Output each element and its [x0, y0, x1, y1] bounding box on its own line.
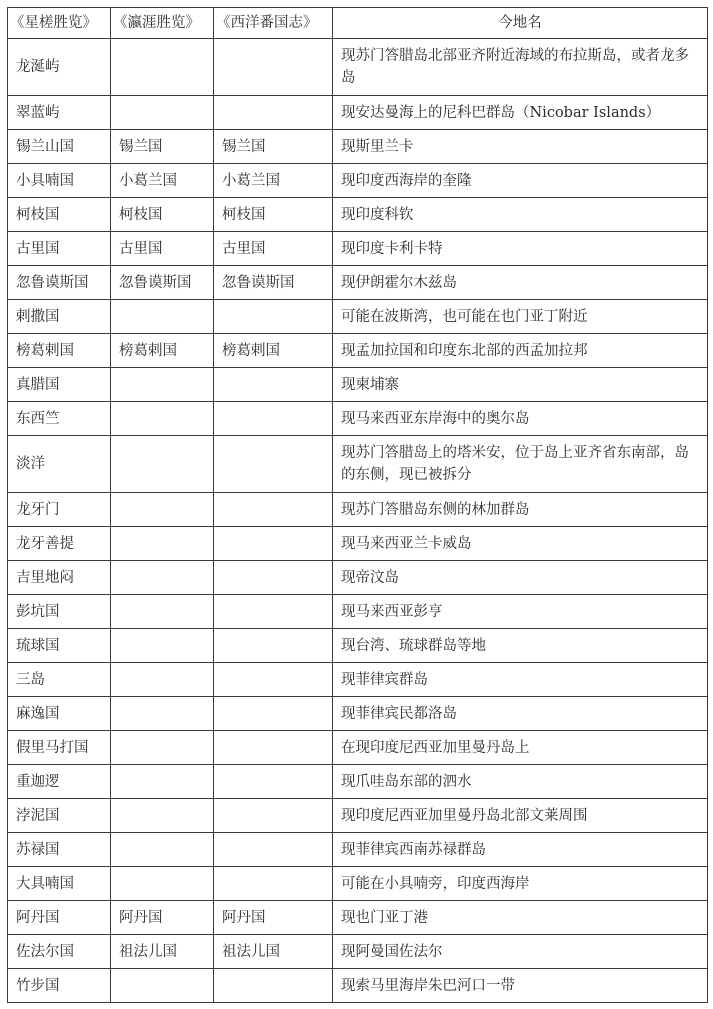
cell-yingya-shenglan — [111, 867, 214, 901]
cell-xingcha-shenglan: 佐法尔国 — [8, 935, 111, 969]
cell-xiyang-fanguo-zhi — [214, 799, 333, 833]
table-row — [8, 266, 708, 300]
cell-modern-name: 现帝汶岛 — [333, 561, 708, 595]
cell-modern-name: 现安达曼海上的尼科巴群岛（Nicobar Islands） — [333, 96, 708, 130]
table-row — [8, 334, 708, 368]
cell-xiyang-fanguo-zhi — [214, 39, 333, 96]
cell-xiyang-fanguo-zhi: 忽鲁谟斯国 — [214, 266, 333, 300]
cell-xiyang-fanguo-zhi — [214, 96, 333, 130]
cell-yingya-shenglan — [111, 39, 214, 96]
table-row — [8, 232, 708, 266]
cell-modern-name: 现印度尼西亚加里曼丹岛北部文莱周围 — [333, 799, 708, 833]
cell-modern-name: 现爪哇岛东部的泗水 — [333, 765, 708, 799]
cell-yingya-shenglan: 祖法儿国 — [111, 935, 214, 969]
cell-modern-name: 现斯里兰卡 — [333, 130, 708, 164]
cell-xingcha-shenglan: 三岛 — [8, 663, 111, 697]
table-row — [8, 96, 708, 130]
cell-xiyang-fanguo-zhi: 古里国 — [214, 232, 333, 266]
cell-xingcha-shenglan: 彭坑国 — [8, 595, 111, 629]
table-row — [8, 935, 708, 969]
cell-xingcha-shenglan: 柯枝国 — [8, 198, 111, 232]
cell-xiyang-fanguo-zhi — [214, 300, 333, 334]
table-row — [8, 663, 708, 697]
cell-xiyang-fanguo-zhi — [214, 368, 333, 402]
cell-xiyang-fanguo-zhi — [214, 493, 333, 527]
table-row — [8, 402, 708, 436]
table-row — [8, 731, 708, 765]
cell-xingcha-shenglan: 龙牙门 — [8, 493, 111, 527]
cell-xingcha-shenglan: 东西竺 — [8, 402, 111, 436]
cell-xingcha-shenglan: 翠蓝屿 — [8, 96, 111, 130]
cell-modern-name: 现菲律宾群岛 — [333, 663, 708, 697]
table-row — [8, 561, 708, 595]
cell-yingya-shenglan — [111, 436, 214, 493]
cell-yingya-shenglan — [111, 731, 214, 765]
cell-yingya-shenglan — [111, 833, 214, 867]
cell-modern-name: 现印度卡利卡特 — [333, 232, 708, 266]
cell-yingya-shenglan — [111, 300, 214, 334]
cell-xingcha-shenglan: 真腊国 — [8, 368, 111, 402]
table-row — [8, 595, 708, 629]
cell-xiyang-fanguo-zhi — [214, 731, 333, 765]
table-row — [8, 765, 708, 799]
cell-xingcha-shenglan: 假里马打国 — [8, 731, 111, 765]
cell-xingcha-shenglan: 古里国 — [8, 232, 111, 266]
cell-xiyang-fanguo-zhi: 小葛兰国 — [214, 164, 333, 198]
header-xingcha-shenglan: 《星槎胜览》 — [8, 8, 111, 39]
cell-xingcha-shenglan: 吉里地闷 — [8, 561, 111, 595]
cell-xiyang-fanguo-zhi — [214, 436, 333, 493]
cell-yingya-shenglan: 忽鲁谟斯国 — [111, 266, 214, 300]
cell-xingcha-shenglan: 重迦逻 — [8, 765, 111, 799]
cell-xiyang-fanguo-zhi — [214, 629, 333, 663]
cell-xiyang-fanguo-zhi — [214, 663, 333, 697]
cell-xiyang-fanguo-zhi — [214, 527, 333, 561]
cell-xingcha-shenglan: 苏禄国 — [8, 833, 111, 867]
cell-yingya-shenglan — [111, 561, 214, 595]
cell-modern-name: 现柬埔寨 — [333, 368, 708, 402]
cell-xiyang-fanguo-zhi: 锡兰国 — [214, 130, 333, 164]
cell-yingya-shenglan — [111, 595, 214, 629]
cell-xiyang-fanguo-zhi — [214, 867, 333, 901]
header-modern-name: 今地名 — [333, 8, 708, 39]
cell-yingya-shenglan — [111, 765, 214, 799]
table-row — [8, 901, 708, 935]
table-header-row — [8, 8, 708, 39]
table-row — [8, 39, 708, 96]
cell-xingcha-shenglan: 忽鲁谟斯国 — [8, 266, 111, 300]
table-row — [8, 867, 708, 901]
cell-xingcha-shenglan: 浡泥国 — [8, 799, 111, 833]
cell-xiyang-fanguo-zhi — [214, 969, 333, 1003]
cell-modern-name: 现印度科钦 — [333, 198, 708, 232]
cell-yingya-shenglan — [111, 629, 214, 663]
cell-xiyang-fanguo-zhi — [214, 833, 333, 867]
table-row — [8, 629, 708, 663]
cell-xingcha-shenglan: 琉球国 — [8, 629, 111, 663]
header-xiyang-fanguo-zhi: 《西洋番国志》 — [214, 8, 333, 39]
cell-modern-name: 可能在波斯湾，也可能在也门亚丁附近 — [333, 300, 708, 334]
cell-yingya-shenglan — [111, 969, 214, 1003]
cell-xiyang-fanguo-zhi: 柯枝国 — [214, 198, 333, 232]
table-row — [8, 697, 708, 731]
cell-modern-name: 现伊朗霍尔木兹岛 — [333, 266, 708, 300]
place-name-table — [7, 7, 708, 1003]
cell-xingcha-shenglan: 小具喃国 — [8, 164, 111, 198]
cell-xiyang-fanguo-zhi — [214, 697, 333, 731]
cell-yingya-shenglan — [111, 697, 214, 731]
cell-yingya-shenglan — [111, 368, 214, 402]
cell-xingcha-shenglan: 淡洋 — [8, 436, 111, 493]
header-yingya-shenglan: 《瀛涯胜览》 — [111, 8, 214, 39]
cell-xiyang-fanguo-zhi: 阿丹国 — [214, 901, 333, 935]
cell-yingya-shenglan: 锡兰国 — [111, 130, 214, 164]
cell-xiyang-fanguo-zhi — [214, 765, 333, 799]
cell-modern-name: 现苏门答腊岛北部亚齐附近海域的布拉斯岛，或者龙多岛 — [333, 39, 708, 96]
cell-xingcha-shenglan: 榜葛剌国 — [8, 334, 111, 368]
cell-modern-name: 现也门亚丁港 — [333, 901, 708, 935]
cell-xingcha-shenglan: 阿丹国 — [8, 901, 111, 935]
table-row — [8, 833, 708, 867]
cell-modern-name: 可能在小具喃旁，印度西海岸 — [333, 867, 708, 901]
cell-modern-name: 现马来西亚兰卡威岛 — [333, 527, 708, 561]
cell-yingya-shenglan — [111, 402, 214, 436]
cell-xingcha-shenglan: 剌撒国 — [8, 300, 111, 334]
table-row — [8, 164, 708, 198]
cell-yingya-shenglan — [111, 663, 214, 697]
cell-xingcha-shenglan: 锡兰山国 — [8, 130, 111, 164]
table-row — [8, 130, 708, 164]
cell-modern-name: 在现印度尼西亚加里曼丹岛上 — [333, 731, 708, 765]
cell-xingcha-shenglan: 大具喃国 — [8, 867, 111, 901]
table-row — [8, 198, 708, 232]
table-row — [8, 436, 708, 493]
cell-modern-name: 现苏门答腊岛上的塔米安，位于岛上亚齐省东南部，岛的东侧，现已被拆分 — [333, 436, 708, 493]
cell-yingya-shenglan: 榜葛剌国 — [111, 334, 214, 368]
cell-modern-name: 现马来西亚彭亨 — [333, 595, 708, 629]
cell-yingya-shenglan — [111, 96, 214, 130]
cell-yingya-shenglan: 柯枝国 — [111, 198, 214, 232]
cell-xingcha-shenglan: 麻逸国 — [8, 697, 111, 731]
table-row — [8, 368, 708, 402]
cell-xiyang-fanguo-zhi: 祖法儿国 — [214, 935, 333, 969]
cell-modern-name: 现孟加拉国和印度东北部的西孟加拉邦 — [333, 334, 708, 368]
table-row — [8, 969, 708, 1003]
cell-xiyang-fanguo-zhi — [214, 402, 333, 436]
cell-modern-name: 现印度西海岸的奎隆 — [333, 164, 708, 198]
cell-modern-name: 现台湾、琉球群岛等地 — [333, 629, 708, 663]
cell-modern-name: 现阿曼国佐法尔 — [333, 935, 708, 969]
cell-yingya-shenglan: 古里国 — [111, 232, 214, 266]
table-row — [8, 799, 708, 833]
cell-xingcha-shenglan: 竹步国 — [8, 969, 111, 1003]
cell-yingya-shenglan — [111, 527, 214, 561]
cell-modern-name: 现索马里海岸朱巴河口一带 — [333, 969, 708, 1003]
cell-modern-name: 现苏门答腊岛东侧的林加群岛 — [333, 493, 708, 527]
cell-modern-name: 现马来西亚东岸海中的奥尔岛 — [333, 402, 708, 436]
table-body — [8, 39, 708, 1003]
cell-xingcha-shenglan: 龙牙善提 — [8, 527, 111, 561]
cell-modern-name: 现菲律宾民都洛岛 — [333, 697, 708, 731]
cell-xiyang-fanguo-zhi: 榜葛剌国 — [214, 334, 333, 368]
cell-xingcha-shenglan: 龙涎屿 — [8, 39, 111, 96]
cell-modern-name: 现菲律宾西南苏禄群岛 — [333, 833, 708, 867]
cell-yingya-shenglan: 小葛兰国 — [111, 164, 214, 198]
table-row — [8, 493, 708, 527]
cell-xiyang-fanguo-zhi — [214, 561, 333, 595]
cell-yingya-shenglan: 阿丹国 — [111, 901, 214, 935]
cell-xiyang-fanguo-zhi — [214, 595, 333, 629]
table-row — [8, 300, 708, 334]
cell-yingya-shenglan — [111, 799, 214, 833]
cell-yingya-shenglan — [111, 493, 214, 527]
table-row — [8, 527, 708, 561]
